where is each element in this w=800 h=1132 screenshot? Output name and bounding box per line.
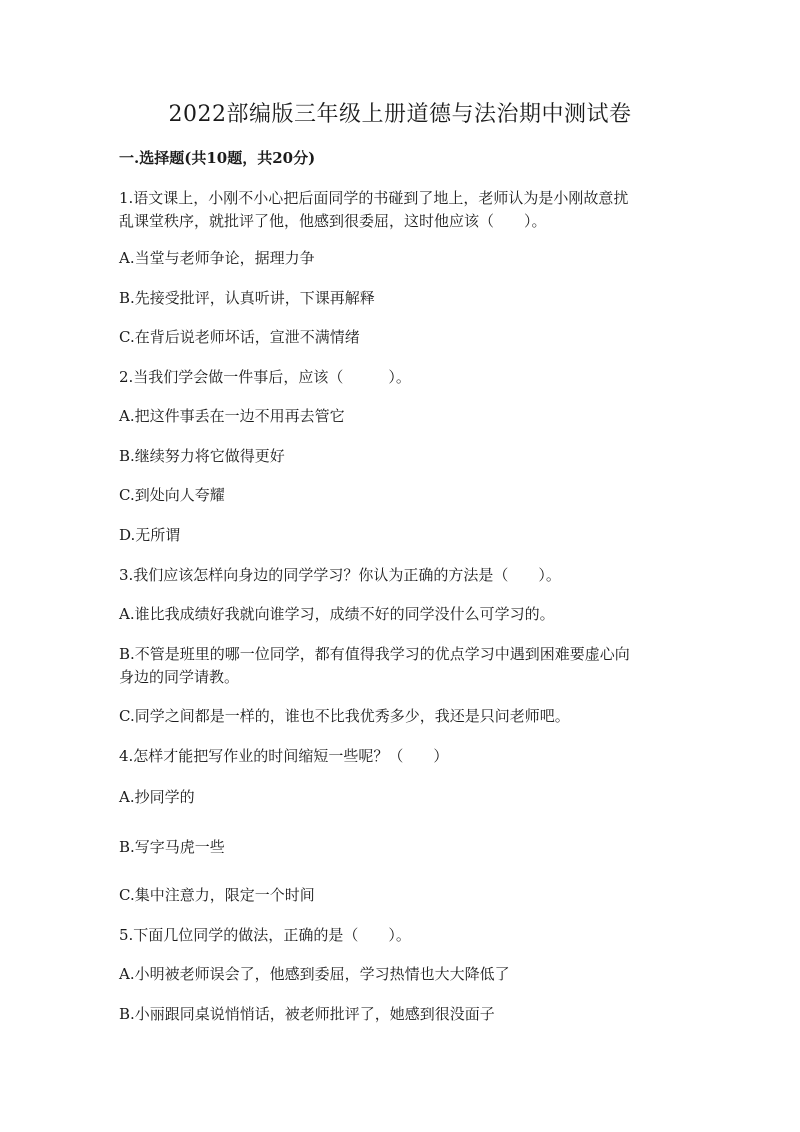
question-4-option-a: A.抄同学的 <box>119 788 195 806</box>
question-4: 4.怎样才能把写作业的时间缩短一些呢？（ ） <box>119 747 449 765</box>
question-2-option-d: D.无所谓 <box>119 526 181 544</box>
question-1-option-a: A.当堂与老师争论，据理力争 <box>119 249 315 267</box>
question-3-option-a: A.谁比我成绩好我就向谁学习，成绩不好的同学没什么可学习的。 <box>119 605 555 623</box>
question-2-option-b: B.继续努力将它做得更好 <box>119 447 285 465</box>
question-5-option-b: B.小丽跟同桌说悄悄话，被老师批评了，她感到很没面子 <box>119 1005 495 1023</box>
question-4-option-c: C.集中注意力，限定一个时间 <box>119 886 315 904</box>
question-5: 5.下面几位同学的做法，正确的是（ ）。 <box>119 926 411 944</box>
question-1-line-1: 1.语文课上，小刚不小心把后面同学的书碰到了地上，老师认为是小刚故意扰 <box>119 189 629 207</box>
section-heading: 一.选择题(共10题，共20分) <box>119 149 316 167</box>
question-3-option-c: C.同学之间都是一样的，谁也不比我优秀多少，我还是只问老师吧。 <box>119 707 570 725</box>
question-2-option-a: A.把这件事丢在一边不用再去管它 <box>119 407 345 425</box>
question-5-option-a: A.小明被老师误会了，他感到委屈，学习热情也大大降低了 <box>119 965 510 983</box>
question-1-option-b: B.先接受批评，认真听讲，下课再解释 <box>119 289 375 307</box>
question-2-option-c: C.到处向人夸耀 <box>119 486 225 504</box>
question-1-option-c: C.在背后说老师坏话，宣泄不满情绪 <box>119 328 360 346</box>
question-3-option-b-line-1: B.不管是班里的哪一位同学，都有值得我学习的优点学习中遇到困难要虚心向 <box>119 645 630 663</box>
question-2: 2.当我们学会做一件事后，应该（ ）。 <box>119 368 411 386</box>
question-3: 3.我们应该怎样向身边的同学学习？你认为正确的方法是（ ）。 <box>119 566 561 584</box>
question-4-option-b: B.写字马虎一些 <box>119 838 225 856</box>
question-1-line-2: 乱课堂秩序，就批评了他，他感到很委屈，这时他应该（ ）。 <box>119 212 547 230</box>
question-3-option-b-line-2: 身边的同学请教。 <box>119 668 240 686</box>
page-title: 2022部编版三年级上册道德与法治期中测试卷 <box>168 102 632 127</box>
